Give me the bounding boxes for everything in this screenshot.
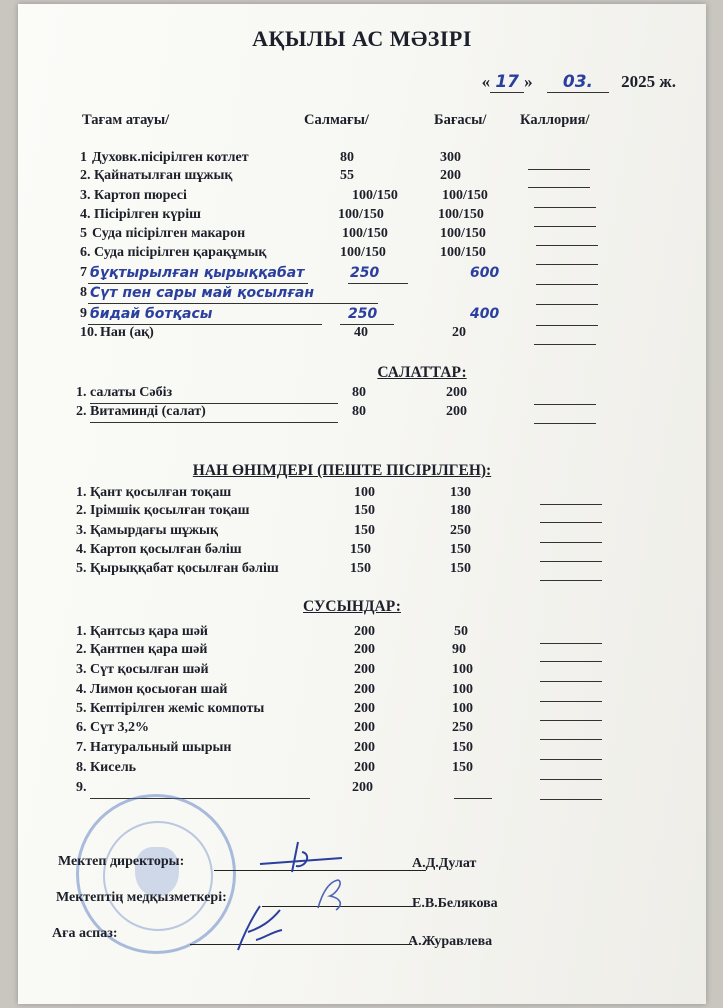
drink-weight: 200 bbox=[354, 740, 375, 755]
director-signature-icon bbox=[256, 836, 346, 876]
main-dish-price: 600 bbox=[470, 265, 500, 281]
bakery-item-price: 130 bbox=[450, 485, 471, 500]
salad-row bbox=[18, 404, 706, 424]
drink-row bbox=[18, 740, 706, 760]
chef-signature-icon bbox=[230, 900, 290, 956]
nurse-role: Мектептің медқызметкері: bbox=[56, 890, 227, 905]
director-name: А.Д.Дулат bbox=[412, 856, 477, 871]
main-dish-name: Духовк.пісірілген котлет bbox=[92, 150, 249, 165]
bakery-item-row bbox=[18, 485, 706, 505]
main-dish-number: 9 bbox=[80, 306, 87, 321]
menu-sheet bbox=[18, 4, 706, 1004]
bakery-item-name: Қырыққабат қосылған бәліш bbox=[90, 561, 279, 576]
main-dish-weight: 100/150 bbox=[340, 245, 386, 260]
drink-weight: 200 bbox=[352, 780, 373, 795]
main-dish-name: Сүт пен сары май қосылған bbox=[90, 285, 315, 301]
bakery-item-weight: 150 bbox=[350, 542, 371, 557]
main-dish-row bbox=[18, 207, 706, 227]
drink-row bbox=[18, 720, 706, 740]
main-dish-price: 300 bbox=[440, 150, 461, 165]
drink-weight: 200 bbox=[354, 682, 375, 697]
main-dish-number: 5 bbox=[80, 226, 87, 241]
main-dish-price: 200 bbox=[440, 168, 461, 183]
main-dish-row bbox=[18, 245, 706, 265]
drink-number: 9. bbox=[76, 780, 87, 795]
bakery-item-name: Ірімшік қосылған тоқаш bbox=[90, 503, 250, 518]
main-dish-row bbox=[18, 285, 706, 305]
bakery-title: НАН ӨНІМДЕРІ (ПЕШТЕ ПІСІРІЛГЕН): bbox=[192, 462, 492, 479]
chef-role: Аға аспаз: bbox=[52, 926, 118, 941]
drink-number: 7. bbox=[76, 740, 87, 755]
drink-name: Қантсыз қара шәй bbox=[90, 624, 208, 639]
main-dish-weight: 100/150 bbox=[342, 226, 388, 241]
salad-name: Витаминді (салат) bbox=[90, 404, 206, 419]
bakery-item-price: 150 bbox=[450, 542, 471, 557]
main-dish-price: 100/150 bbox=[442, 188, 488, 203]
drink-number: 3. bbox=[76, 662, 87, 677]
bakery-item-weight: 100 bbox=[354, 485, 375, 500]
drink-name-underline bbox=[90, 797, 310, 799]
salad-weight: 80 bbox=[352, 404, 366, 419]
bakery-item-number: 1. bbox=[76, 485, 87, 500]
main-dish-name: Пісірілген күріш bbox=[94, 207, 201, 222]
main-dish-weight: 250 bbox=[350, 265, 380, 281]
main-dish-number: 7 bbox=[80, 265, 87, 280]
drink-number: 8. bbox=[76, 760, 87, 775]
drink-price: 50 bbox=[454, 624, 468, 639]
drink-name: Кисель bbox=[90, 760, 137, 775]
bakery-item-weight: 150 bbox=[354, 503, 375, 518]
drink-price: 150 bbox=[452, 740, 473, 755]
drink-price: 100 bbox=[452, 682, 473, 697]
bakery-item-number: 2. bbox=[76, 503, 87, 518]
drinks-title: СУСЫНДАР: bbox=[303, 598, 401, 615]
drink-name: Сүт қосылған шәй bbox=[90, 662, 209, 677]
salad-price: 200 bbox=[446, 385, 467, 400]
drink-price: 100 bbox=[452, 662, 473, 677]
main-dish-number: 2. bbox=[80, 168, 91, 183]
drink-weight: 200 bbox=[354, 642, 375, 657]
header-calories: Каллория/ bbox=[520, 112, 590, 128]
bakery-item-row bbox=[18, 503, 706, 523]
bakery-item-number: 3. bbox=[76, 523, 87, 538]
main-dish-number: 1 bbox=[80, 150, 87, 165]
drink-name: Лимон қосыоған шай bbox=[90, 682, 228, 697]
bakery-item-number: 5. bbox=[76, 561, 87, 576]
bakery-item-price: 180 bbox=[450, 503, 471, 518]
bakery-item-name: Қамырдағы шұжық bbox=[90, 523, 219, 538]
main-dish-price: 100/150 bbox=[440, 226, 486, 241]
drink-calories-blank bbox=[540, 798, 602, 800]
drink-value-underline bbox=[454, 797, 492, 799]
nurse-signature-icon bbox=[308, 874, 358, 914]
bakery-item-weight: 150 bbox=[350, 561, 371, 576]
salad-price: 200 bbox=[446, 404, 467, 419]
bakery-item-weight: 150 bbox=[354, 523, 375, 538]
document-title: АҚЫЛЫ АС МӘЗІРІ bbox=[252, 26, 472, 51]
bakery-item-price: 150 bbox=[450, 561, 471, 576]
main-dish-weight: 100/150 bbox=[352, 188, 398, 203]
main-dish-row bbox=[18, 150, 706, 170]
main-dish-row bbox=[18, 265, 706, 285]
document-date: « 17 » 03. 2025 ж. bbox=[481, 72, 676, 92]
date-day: 17 bbox=[490, 72, 524, 93]
main-dish-name-underline bbox=[88, 302, 378, 304]
main-dish-weight: 100/150 bbox=[338, 207, 384, 222]
drink-weight: 200 bbox=[354, 624, 375, 639]
drink-weight: 200 bbox=[354, 662, 375, 677]
main-dish-row bbox=[18, 168, 706, 188]
drink-row bbox=[18, 642, 706, 662]
salad-name: салаты Сәбіз bbox=[90, 385, 173, 400]
main-dish-weight: 80 bbox=[340, 150, 354, 165]
drink-number: 2. bbox=[76, 642, 87, 657]
salads-title: САЛАТТАР: bbox=[377, 364, 467, 381]
salad-number: 2. bbox=[76, 404, 87, 419]
salad-calories-blank bbox=[534, 422, 596, 424]
date-year: 2025 ж. bbox=[621, 72, 676, 91]
main-dish-name-underline bbox=[88, 282, 308, 284]
salad-number: 1. bbox=[76, 385, 87, 400]
drink-row bbox=[18, 701, 706, 721]
chef-name: А.Журавлева bbox=[408, 934, 493, 949]
drink-price: 150 bbox=[452, 760, 473, 775]
main-dish-price: 20 bbox=[452, 325, 466, 340]
drink-row bbox=[18, 624, 706, 644]
header-price: Бағасы/ bbox=[434, 112, 487, 128]
main-dish-row bbox=[18, 325, 706, 345]
chef-signature-line bbox=[190, 944, 412, 945]
drink-name: Натуральный шырын bbox=[90, 740, 232, 755]
main-dish-row bbox=[18, 306, 706, 326]
date-month: 03. bbox=[547, 72, 609, 93]
drink-row bbox=[18, 780, 706, 800]
bakery-item-row bbox=[18, 561, 706, 581]
main-dish-number: 6. bbox=[80, 245, 91, 260]
drink-weight: 200 bbox=[354, 701, 375, 716]
director-role: Мектеп директоры: bbox=[58, 854, 185, 869]
main-dish-weight: 40 bbox=[354, 325, 368, 340]
main-dish-row bbox=[18, 188, 706, 208]
salad-row bbox=[18, 385, 706, 405]
bakery-item-name: Қант қосылған тоқаш bbox=[90, 485, 232, 500]
drink-number: 1. bbox=[76, 624, 87, 639]
drink-price: 250 bbox=[452, 720, 473, 735]
drink-row bbox=[18, 760, 706, 780]
drink-weight: 200 bbox=[354, 760, 375, 775]
bakery-item-row bbox=[18, 542, 706, 562]
main-dish-value-underline bbox=[348, 282, 408, 284]
main-dish-name: бидай ботқасы bbox=[90, 306, 213, 322]
drink-number: 6. bbox=[76, 720, 87, 735]
salad-weight: 80 bbox=[352, 385, 366, 400]
main-dish-number: 3. bbox=[80, 188, 91, 203]
main-dish-name: Қайнатылған шұжық bbox=[94, 168, 233, 183]
bakery-item-name: Картоп қосылған бәліш bbox=[90, 542, 242, 557]
drink-row bbox=[18, 662, 706, 682]
main-dish-weight: 55 bbox=[340, 168, 354, 183]
bakery-item-calories-blank bbox=[540, 579, 602, 581]
main-dish-price: 100/150 bbox=[440, 245, 486, 260]
drink-name: Қантпен қара шәй bbox=[90, 642, 208, 657]
header-name: Тағам атауы/ bbox=[82, 112, 170, 128]
header-weight: Салмағы/ bbox=[304, 112, 369, 128]
drink-price: 90 bbox=[452, 642, 466, 657]
drink-name: Кептірілген жеміс компоты bbox=[90, 701, 265, 716]
bakery-item-price: 250 bbox=[450, 523, 471, 538]
main-dish-name: бұқтырылған қырыққабат bbox=[90, 265, 305, 281]
drink-name: Сүт 3,2% bbox=[90, 720, 149, 735]
main-dish-calories-blank bbox=[534, 343, 596, 345]
drink-price: 100 bbox=[452, 701, 473, 716]
main-dish-row bbox=[18, 226, 706, 246]
main-dish-name: Суда пісірілген қарақұмық bbox=[94, 245, 267, 260]
drink-number: 4. bbox=[76, 682, 87, 697]
main-dish-name: Суда пісірілген макарон bbox=[92, 226, 246, 241]
drink-number: 5. bbox=[76, 701, 87, 716]
nurse-name: Е.В.Белякова bbox=[412, 896, 498, 911]
bakery-item-row bbox=[18, 523, 706, 543]
bakery-item-number: 4. bbox=[76, 542, 87, 557]
salad-name-underline bbox=[90, 421, 338, 423]
main-dish-number: 4. bbox=[80, 207, 91, 222]
drink-row bbox=[18, 682, 706, 702]
main-dish-weight: 250 bbox=[348, 306, 378, 322]
main-dish-calories-blank bbox=[536, 303, 598, 305]
drink-weight: 200 bbox=[354, 720, 375, 735]
main-dish-number: 8 bbox=[80, 285, 87, 300]
main-dish-price: 100/150 bbox=[438, 207, 484, 222]
main-dish-price: 400 bbox=[470, 306, 500, 322]
main-dish-name: Нан (ақ) bbox=[100, 325, 154, 340]
main-dish-name: Картоп пюресі bbox=[94, 188, 187, 203]
main-dish-number: 10. bbox=[80, 325, 98, 340]
